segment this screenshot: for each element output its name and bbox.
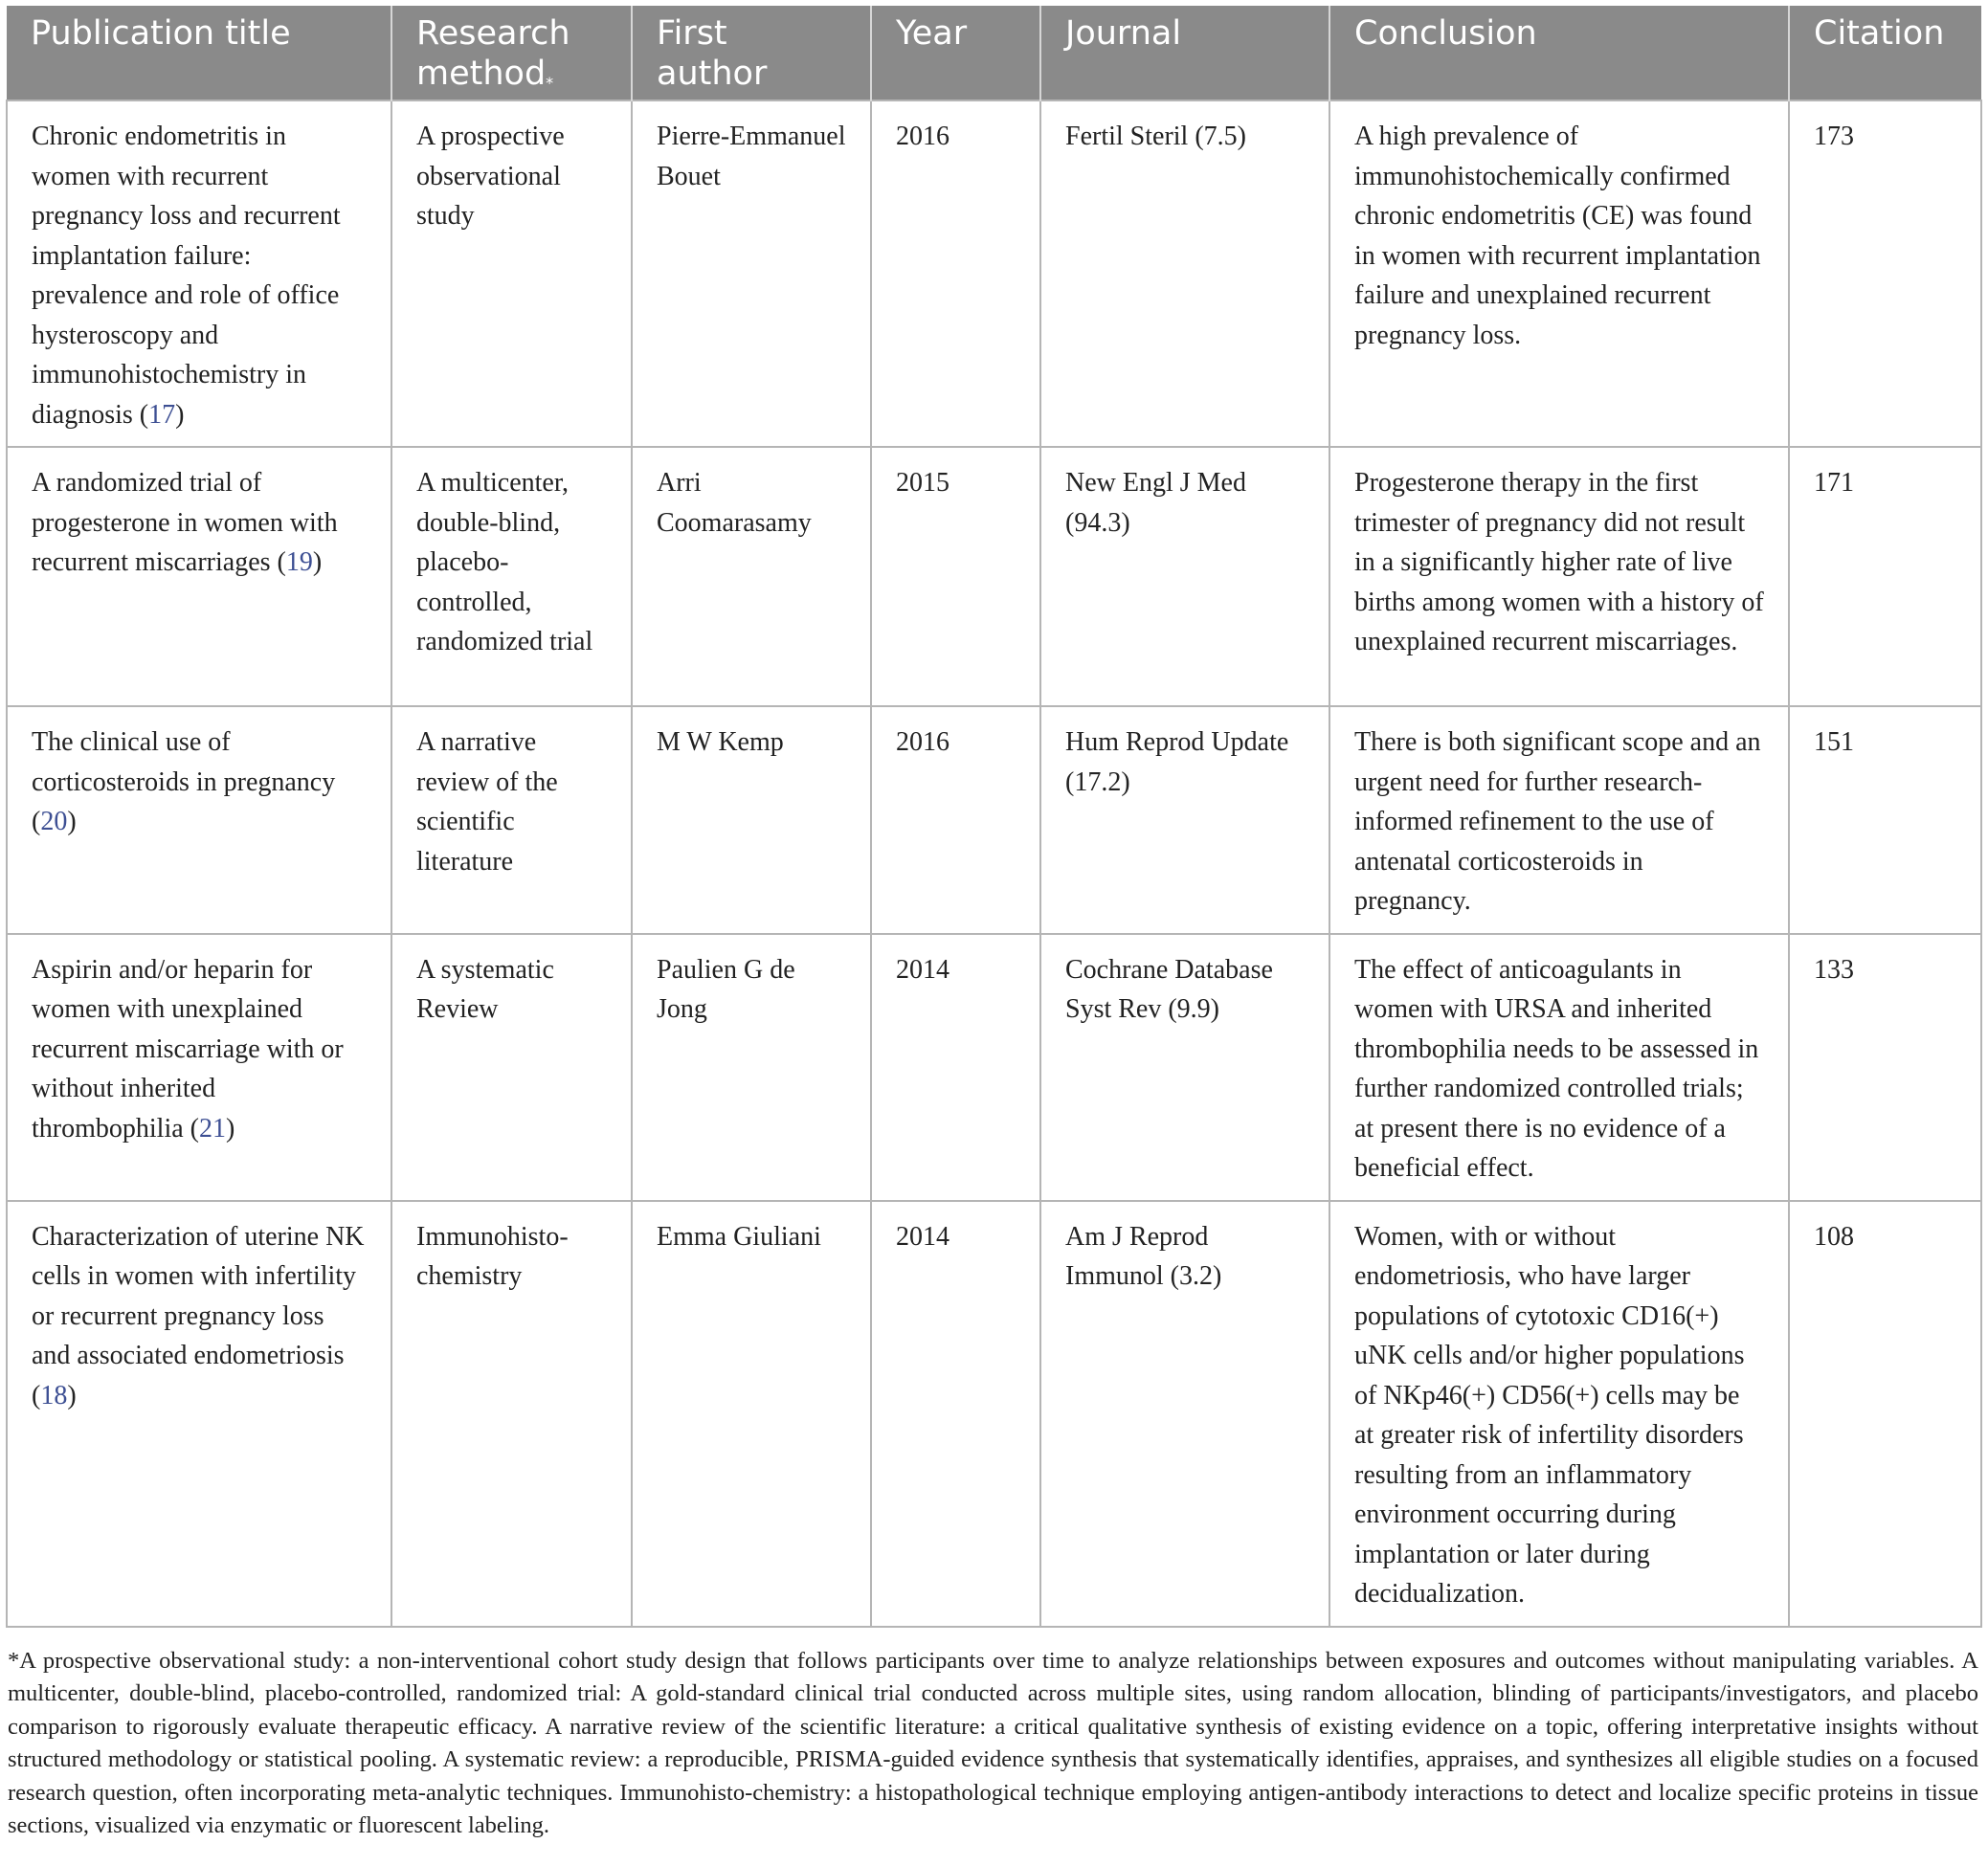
cell-year: 2016 (871, 706, 1040, 934)
header-journal: Journal (1040, 6, 1329, 100)
cell-journal: Am J Reprod Immunol (3.2) (1040, 1201, 1329, 1627)
table-row (7, 934, 1981, 1201)
reference-link[interactable]: 20 (40, 807, 68, 836)
reference-link[interactable]: 21 (198, 1113, 226, 1144)
cell-conclusion: Women, with or without endometriosis, who have larger populations of cytotoxic CD16(+) uNK cells and/or higher populations of NKp46(+) CD56(+) cells may be at greater risk of infertility disorders resulting from an inflammatory environment occurring during implantation or later during decidualization. (1329, 1201, 1789, 1627)
cell-conclusion: The effect of anticoagulants in women with URSA and inherited thrombophilia needs to be assessed in further randomized controlled trials; at present there is no evidence of a beneficial effect. (1329, 934, 1789, 1201)
cell-citation: 108 (1789, 1201, 1981, 1627)
header-citation: Citation (1789, 6, 1981, 100)
cell-citation: 173 (1789, 100, 1981, 447)
cell-conclusion: There is both significant scope and an urgent need for further research-informed refinement to the use of antenatal corticosteroids in pregnancy. (1329, 706, 1789, 934)
cell-method: A prospective observational study (391, 100, 632, 447)
cell-title: Chronic endometritis in women with recurrent pregnancy loss and recurrent implantation failure: prevalence and role of office hysteroscopy and immunohistochemistry in diagnosis (17) (7, 100, 391, 447)
cell-method: A narrative review of the scientific literature (391, 706, 632, 934)
cell-year: 2015 (871, 447, 1040, 706)
cell-journal: New Engl J Med (94.3) (1040, 447, 1329, 706)
cell-conclusion: A high prevalence of immunohistochemically confirmed chronic endometritis (CE) was found in women with recurrent implantation failure and unexplained recurrent pregnancy loss. (1329, 100, 1789, 447)
cell-title: The clinical use of corticosteroids in pregnancy (20) (7, 706, 391, 934)
reference-link[interactable]: 17 (148, 399, 176, 430)
table-row (7, 706, 1981, 934)
cell-method: A multicenter, double-blind, placebo-controlled, randomized trial (391, 447, 632, 706)
table-row (7, 100, 1981, 447)
cell-citation: 151 (1789, 706, 1981, 934)
cell-title: Aspirin and/or heparin for women with unexplained recurrent miscarriage with or without inherited thrombophilia (21) (7, 934, 391, 1201)
table-header-row (7, 6, 1981, 100)
cell-citation: 133 (1789, 934, 1981, 1201)
cell-journal: Hum Reprod Update (17.2) (1040, 706, 1329, 934)
header-year: Year (871, 6, 1040, 100)
publications-table (6, 6, 1982, 1628)
footnote-marker: * (546, 74, 554, 92)
cell-author: Paulien G de Jong (632, 934, 871, 1201)
cell-title: A randomized trial of progesterone in women with recurrent miscarriages (19) (7, 447, 391, 706)
cell-journal: Fertil Steril (7.5) (1040, 100, 1329, 447)
cell-author: Arri Coomarasamy (632, 447, 871, 706)
header-first-author: First author (632, 6, 871, 100)
header-conclusion: Conclusion (1329, 6, 1789, 100)
reference-link[interactable]: 18 (40, 1380, 68, 1411)
table-row (7, 447, 1981, 706)
cell-author: M W Kemp (632, 706, 871, 934)
cell-method: A systematic Review (391, 934, 632, 1201)
header-publication-title: Publication title (7, 6, 391, 100)
table-footnote: *A prospective observational study: a non-interventional cohort study design that follows participants over time to analyze relationships between exposures and outcomes without manipulating variables. A multicenter, double-blind, placebo-controlled, randomized trial: A gold-standard clinical trial conducted across multiple sites, using random allocation, blinding of participants/investigators, and placebo comparison to rigorously evaluate therapeutic efficacy. A narrative review of the scientific literature: a critical qualitative synthesis of existing evidence on a topic, offering interpretative insights without structured methodology or statistical pooling. A systematic review: a reproducible, PRISMA-guided evidence synthesis that systematically identifies, appraises, and synthesizes all eligible studies on a focused research question, often incorporating meta-analytic techniques. Immunohisto-chemistry: a histopathological technique employing antigen-antibody interactions to detect and localize specific proteins in tissue sections, visualized via enzymatic or fluorescent labeling. (8, 1647, 1978, 1838)
header-research-method: Research method* (391, 6, 632, 100)
cell-journal: Cochrane Database Syst Rev (9.9) (1040, 934, 1329, 1201)
cell-conclusion: Progesterone therapy in the first trimester of pregnancy did not result in a significantly higher rate of live births among women with a history of unexplained recurrent miscarriages. (1329, 447, 1789, 706)
table-row (7, 1201, 1981, 1627)
reference-link[interactable]: 19 (285, 547, 313, 577)
cell-year: 2016 (871, 100, 1040, 447)
cell-citation: 171 (1789, 447, 1981, 706)
cell-method: Immunohisto-chemistry (391, 1201, 632, 1627)
publications-table-container (6, 6, 1980, 1866)
cell-year: 2014 (871, 934, 1040, 1201)
cell-year: 2014 (871, 1201, 1040, 1627)
cell-title: Characterization of uterine NK cells in women with infertility or recurrent pregnancy loss and associated endometriosis (18) (7, 1201, 391, 1627)
cell-author: Emma Giuliani (632, 1201, 871, 1627)
cell-author: Pierre-Emmanuel Bouet (632, 100, 871, 447)
